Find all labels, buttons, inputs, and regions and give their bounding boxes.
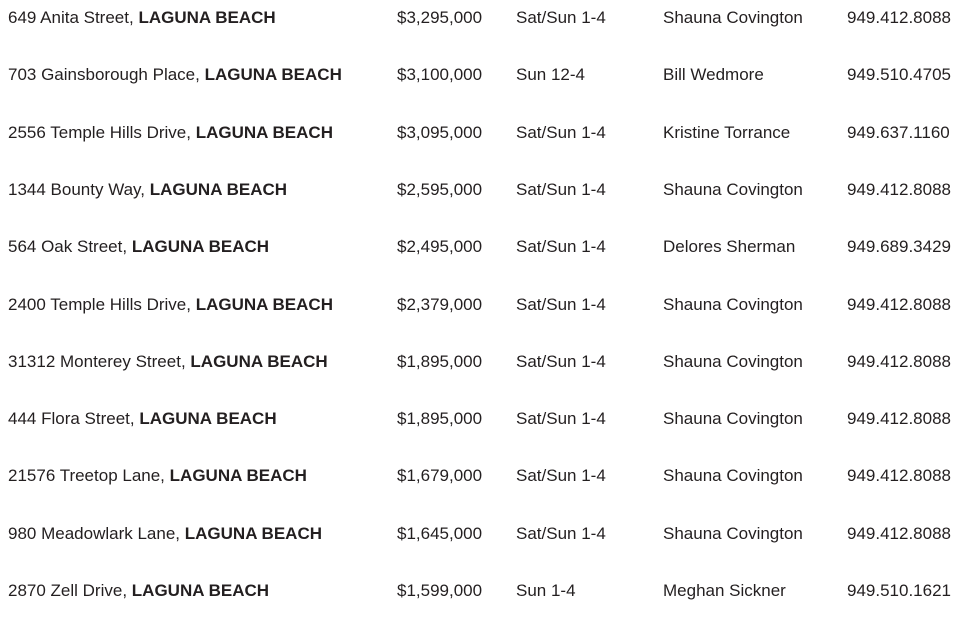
listing-address — [8, 120, 333, 146]
listing-address — [8, 177, 287, 203]
open-house-hours: Sun 1-4 — [516, 581, 576, 600]
open-house-hours: Sat/Sun 1-4 — [516, 351, 606, 371]
agent-phone: 949.510.1621 — [847, 581, 951, 600]
agent-name: Bill Wedmore — [663, 65, 764, 85]
listing-address — [8, 292, 333, 318]
listing-price: $1,895,000 — [397, 351, 483, 371]
listing-row — [0, 406, 967, 432]
open-house-hours: Sat/Sun 1-4 — [516, 122, 606, 142]
agent-name: Meghan Sickner — [663, 581, 786, 600]
street-address: 2870 Zell Drive, — [8, 581, 128, 600]
agent-name: Shauna Covington — [663, 351, 803, 371]
city-name: LAGUNA BEACH — [149, 179, 288, 199]
street-address: 21576 Treetop Lane, — [8, 466, 165, 486]
listing-row — [0, 120, 967, 146]
open-house-hours: Sat/Sun 1-4 — [516, 294, 606, 314]
open-house-hours: Sat/Sun 1-4 — [516, 409, 606, 429]
agent-phone: 949.689.3429 — [847, 237, 951, 257]
street-address: 444 Flora Street, — [8, 409, 135, 429]
agent-name: Delores Sherman — [663, 237, 796, 257]
open-house-hours: Sat/Sun 1-4 — [516, 466, 606, 486]
agent-phone: 949.412.8088 — [847, 294, 951, 314]
open-house-hours: Sat/Sun 1-4 — [516, 179, 606, 199]
street-address: 31312 Monterey Street, — [8, 351, 186, 371]
listing-price: $2,379,000 — [397, 294, 483, 314]
city-name: LAGUNA BEACH — [138, 8, 276, 27]
street-address: 2556 Temple Hills Drive, — [8, 122, 191, 142]
listing-row — [0, 521, 967, 547]
city-name: LAGUNA BEACH — [184, 523, 323, 543]
listing-row — [0, 463, 967, 489]
listing-row — [0, 234, 967, 260]
street-address: 564 Oak Street, — [8, 237, 128, 257]
agent-name: Shauna Covington — [663, 523, 803, 543]
street-address: 703 Gainsborough Place, — [8, 65, 200, 85]
open-house-hours: Sun 12-4 — [516, 65, 585, 85]
listing-price: $1,679,000 — [397, 466, 483, 486]
listing-address — [8, 521, 322, 547]
street-address: 1344 Bounty Way, — [8, 179, 146, 199]
street-address: 649 Anita Street, — [8, 8, 134, 27]
listing-row — [0, 62, 967, 88]
listing-price: $2,595,000 — [397, 179, 483, 199]
street-address: 2400 Temple Hills Drive, — [8, 294, 191, 314]
city-name: LAGUNA BEACH — [169, 466, 307, 486]
agent-phone: 949.412.8088 — [847, 466, 951, 486]
agent-phone: 949.412.8088 — [847, 351, 951, 371]
listing-price: $1,599,000 — [397, 581, 483, 600]
open-house-hours: Sat/Sun 1-4 — [516, 237, 606, 257]
listing-row — [0, 5, 967, 31]
agent-name: Shauna Covington — [663, 179, 803, 199]
listing-row — [0, 292, 967, 318]
agent-name: Shauna Covington — [663, 8, 803, 27]
agent-phone: 949.637.1160 — [847, 122, 950, 142]
listing-price: $3,100,000 — [397, 65, 483, 85]
agent-name: Shauna Covington — [663, 409, 803, 429]
listing-address — [8, 62, 342, 88]
listing-price: $3,095,000 — [397, 122, 483, 142]
listing-address — [8, 234, 269, 260]
agent-phone: 949.412.8088 — [847, 8, 951, 27]
agent-name: Shauna Covington — [663, 294, 803, 314]
listing-price: $3,295,000 — [397, 8, 483, 27]
open-house-hours: Sat/Sun 1-4 — [516, 523, 606, 543]
listing-price: $2,495,000 — [397, 237, 483, 257]
agent-phone: 949.412.8088 — [847, 523, 951, 543]
agent-name: Kristine Torrance — [663, 122, 791, 142]
listing-row — [0, 349, 967, 375]
agent-name: Shauna Covington — [663, 466, 803, 486]
listing-price: $1,895,000 — [397, 409, 483, 429]
city-name: LAGUNA BEACH — [195, 122, 333, 142]
city-name: LAGUNA BEACH — [131, 581, 270, 600]
agent-phone: 949.412.8088 — [847, 409, 951, 429]
city-name: LAGUNA BEACH — [190, 351, 328, 371]
listing-address — [8, 349, 328, 375]
city-name: LAGUNA BEACH — [131, 237, 270, 257]
city-name: LAGUNA BEACH — [195, 294, 333, 314]
listing-address — [8, 406, 277, 432]
agent-phone: 949.510.4705 — [847, 65, 951, 85]
city-name: LAGUNA BEACH — [204, 65, 342, 85]
listing-price: $1,645,000 — [397, 523, 483, 543]
listing-address — [8, 578, 269, 604]
listing-address — [8, 5, 276, 31]
street-address: 980 Meadowlark Lane, — [8, 523, 181, 543]
listing-address — [8, 463, 307, 489]
listing-row — [0, 177, 967, 203]
open-house-hours: Sat/Sun 1-4 — [516, 8, 606, 27]
listing-row — [0, 578, 967, 604]
agent-phone: 949.412.8088 — [847, 179, 951, 199]
city-name: LAGUNA BEACH — [139, 409, 277, 429]
